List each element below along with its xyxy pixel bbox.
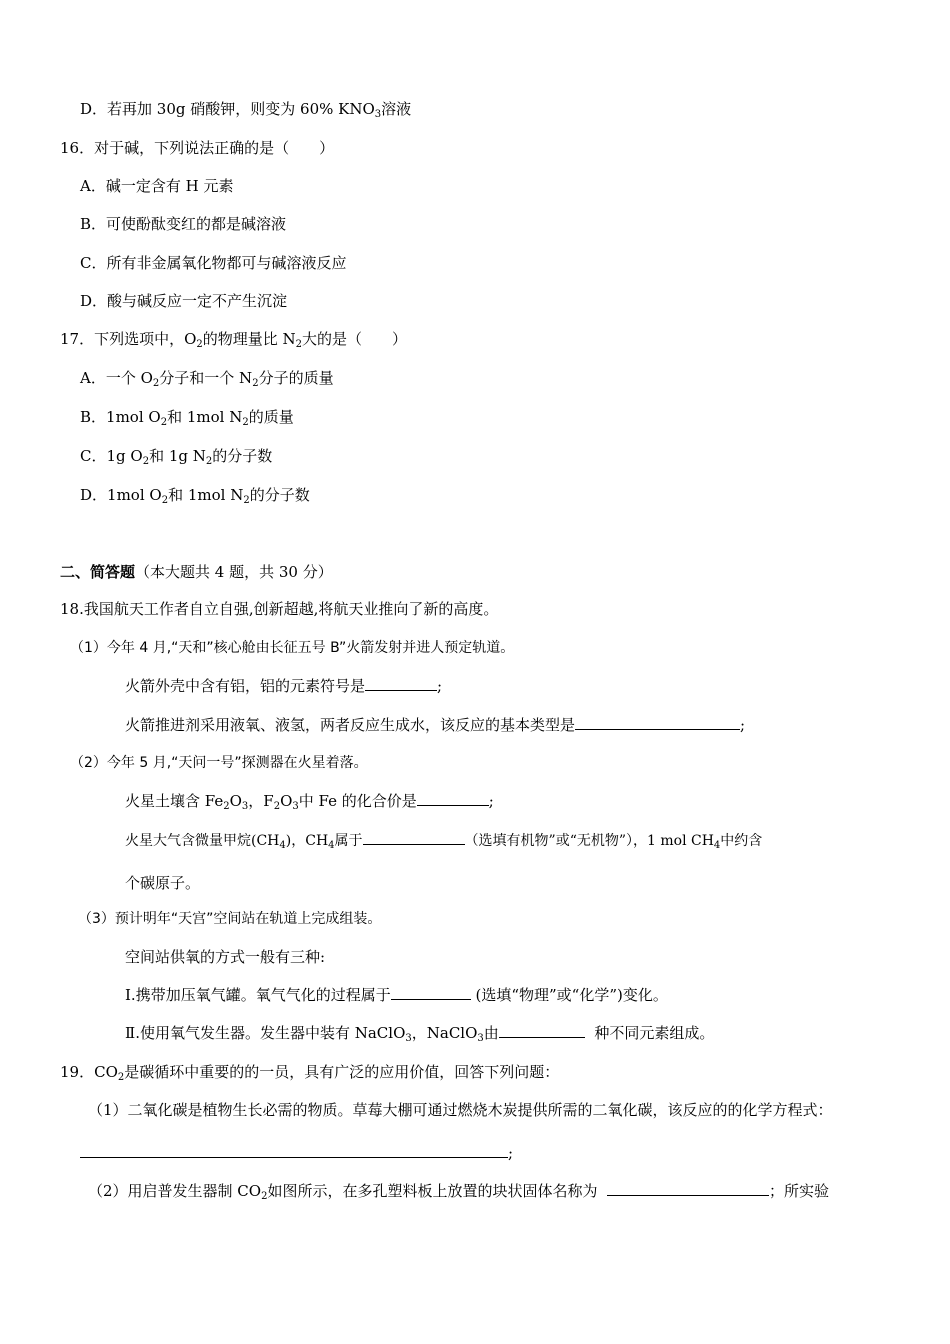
q16-option-a: A．碱一定含有 H 元素: [80, 177, 234, 195]
section-heading: 二、简答题（本大题共 4 题，共 30 分）: [60, 563, 333, 581]
q16-option-d: D．酸与碱反应一定不产生沉淀: [80, 292, 288, 310]
q18-part1-head: （1）今年 4 月,“天和”核心舱由长征五号 B”火箭发射并进人预定轨道。: [70, 640, 515, 656]
q18-part1-line1: 火箭外壳中含有铝，铝的元素符号是 ;: [125, 677, 443, 695]
answer-blank[interactable]: [80, 1142, 508, 1158]
q16-stem: 16．对于碱，下列说法正确的是（ ）: [60, 139, 335, 157]
q19-part1: （1）二氧化碳是植物生长必需的物质。草莓大棚可通过燃烧木炭提供所需的二氧化碳，该反应的的化学方程式：: [88, 1101, 833, 1119]
answer-blank[interactable]: [607, 1180, 769, 1196]
answer-blank[interactable]: [391, 984, 471, 1000]
q15-option-d: D．若再加 30g 硝酸钾，则变为 60% $KNO_3$溶液: [80, 100, 412, 120]
q18-stem: 18.我国航天工作者自立自强,创新超越,将航天业推向了新的高度。: [60, 600, 499, 618]
q17-option-a: A．一个 $O_2$分子和一个 $N_2$分子的质量: [80, 369, 334, 389]
answer-blank[interactable]: [499, 1022, 585, 1038]
q18-part3-line1: 空间站供氧的方式一般有三种:: [125, 948, 326, 966]
q17-option-d: D．1mol $O_2$和 1mol $N_2$的分子数: [80, 486, 310, 506]
q16-option-c: C．所有非金属氧化物都可与碱溶液反应: [80, 254, 347, 272]
answer-blank[interactable]: [575, 714, 740, 730]
q19-stem: 19．$CO_2$是碳循环中重要的的一员，具有广泛的应用价值，回答下列问题：: [60, 1063, 560, 1083]
q18-part1-line2: 火箭推进剂采用液氧、液氢，两者反应生成水，该反应的基本类型是 ;: [125, 716, 746, 734]
q19-part2: （2）用启普发生器制 $CO_2$如图所示，在多孔塑料板上放置的块状固体名称为 ；所实验: [88, 1182, 830, 1202]
q19-part1-answer-line: ;: [80, 1142, 513, 1164]
answer-blank[interactable]: [365, 675, 437, 691]
q17-option-c: C．1g $O_2$和 1g $N_2$的分子数: [80, 447, 273, 467]
q18-part3-line2: Ⅰ.携带加压氧气罐。氧气气化的过程属于 (选填“物理”或“化学”)变化。: [125, 986, 668, 1004]
answer-blank[interactable]: [363, 829, 465, 845]
q17-option-b: B．1mol $O_2$和 1mol $N_2$的质量: [80, 408, 294, 428]
q17-stem: 17．下列选项中，$O_2$的物理量比 $N_2$大的是（ ）: [60, 330, 408, 350]
q18-part2-head: （2）今年 5 月,“天问一号”探测器在火星着落。: [70, 755, 368, 771]
q18-part2-line3: 个碳原子。: [125, 874, 201, 892]
q18-part3-head: （3）预计明年“天宫”空间站在轨道上完成组装。: [78, 911, 382, 927]
q16-option-b: B．可使酚酞变红的都是碱溶液: [80, 215, 287, 233]
q18-part3-line3: Ⅱ.使用氧气发生器。发生器中装有 NaClO$_3$，NaClO$_3$由 种不同元素组成。: [125, 1024, 715, 1044]
q18-part2-line1: 火星土壤含 $Fe_2O_3$，$F_2O_3$中 Fe 的化合价是 ;: [125, 792, 494, 812]
answer-blank[interactable]: [417, 790, 489, 806]
q18-part2-line2: 火星大气含微量甲烷$(CH_4)$，$CH_4$属于 （选填有机物”或“无机物”），1 mol $CH_4$中约含: [125, 829, 762, 852]
